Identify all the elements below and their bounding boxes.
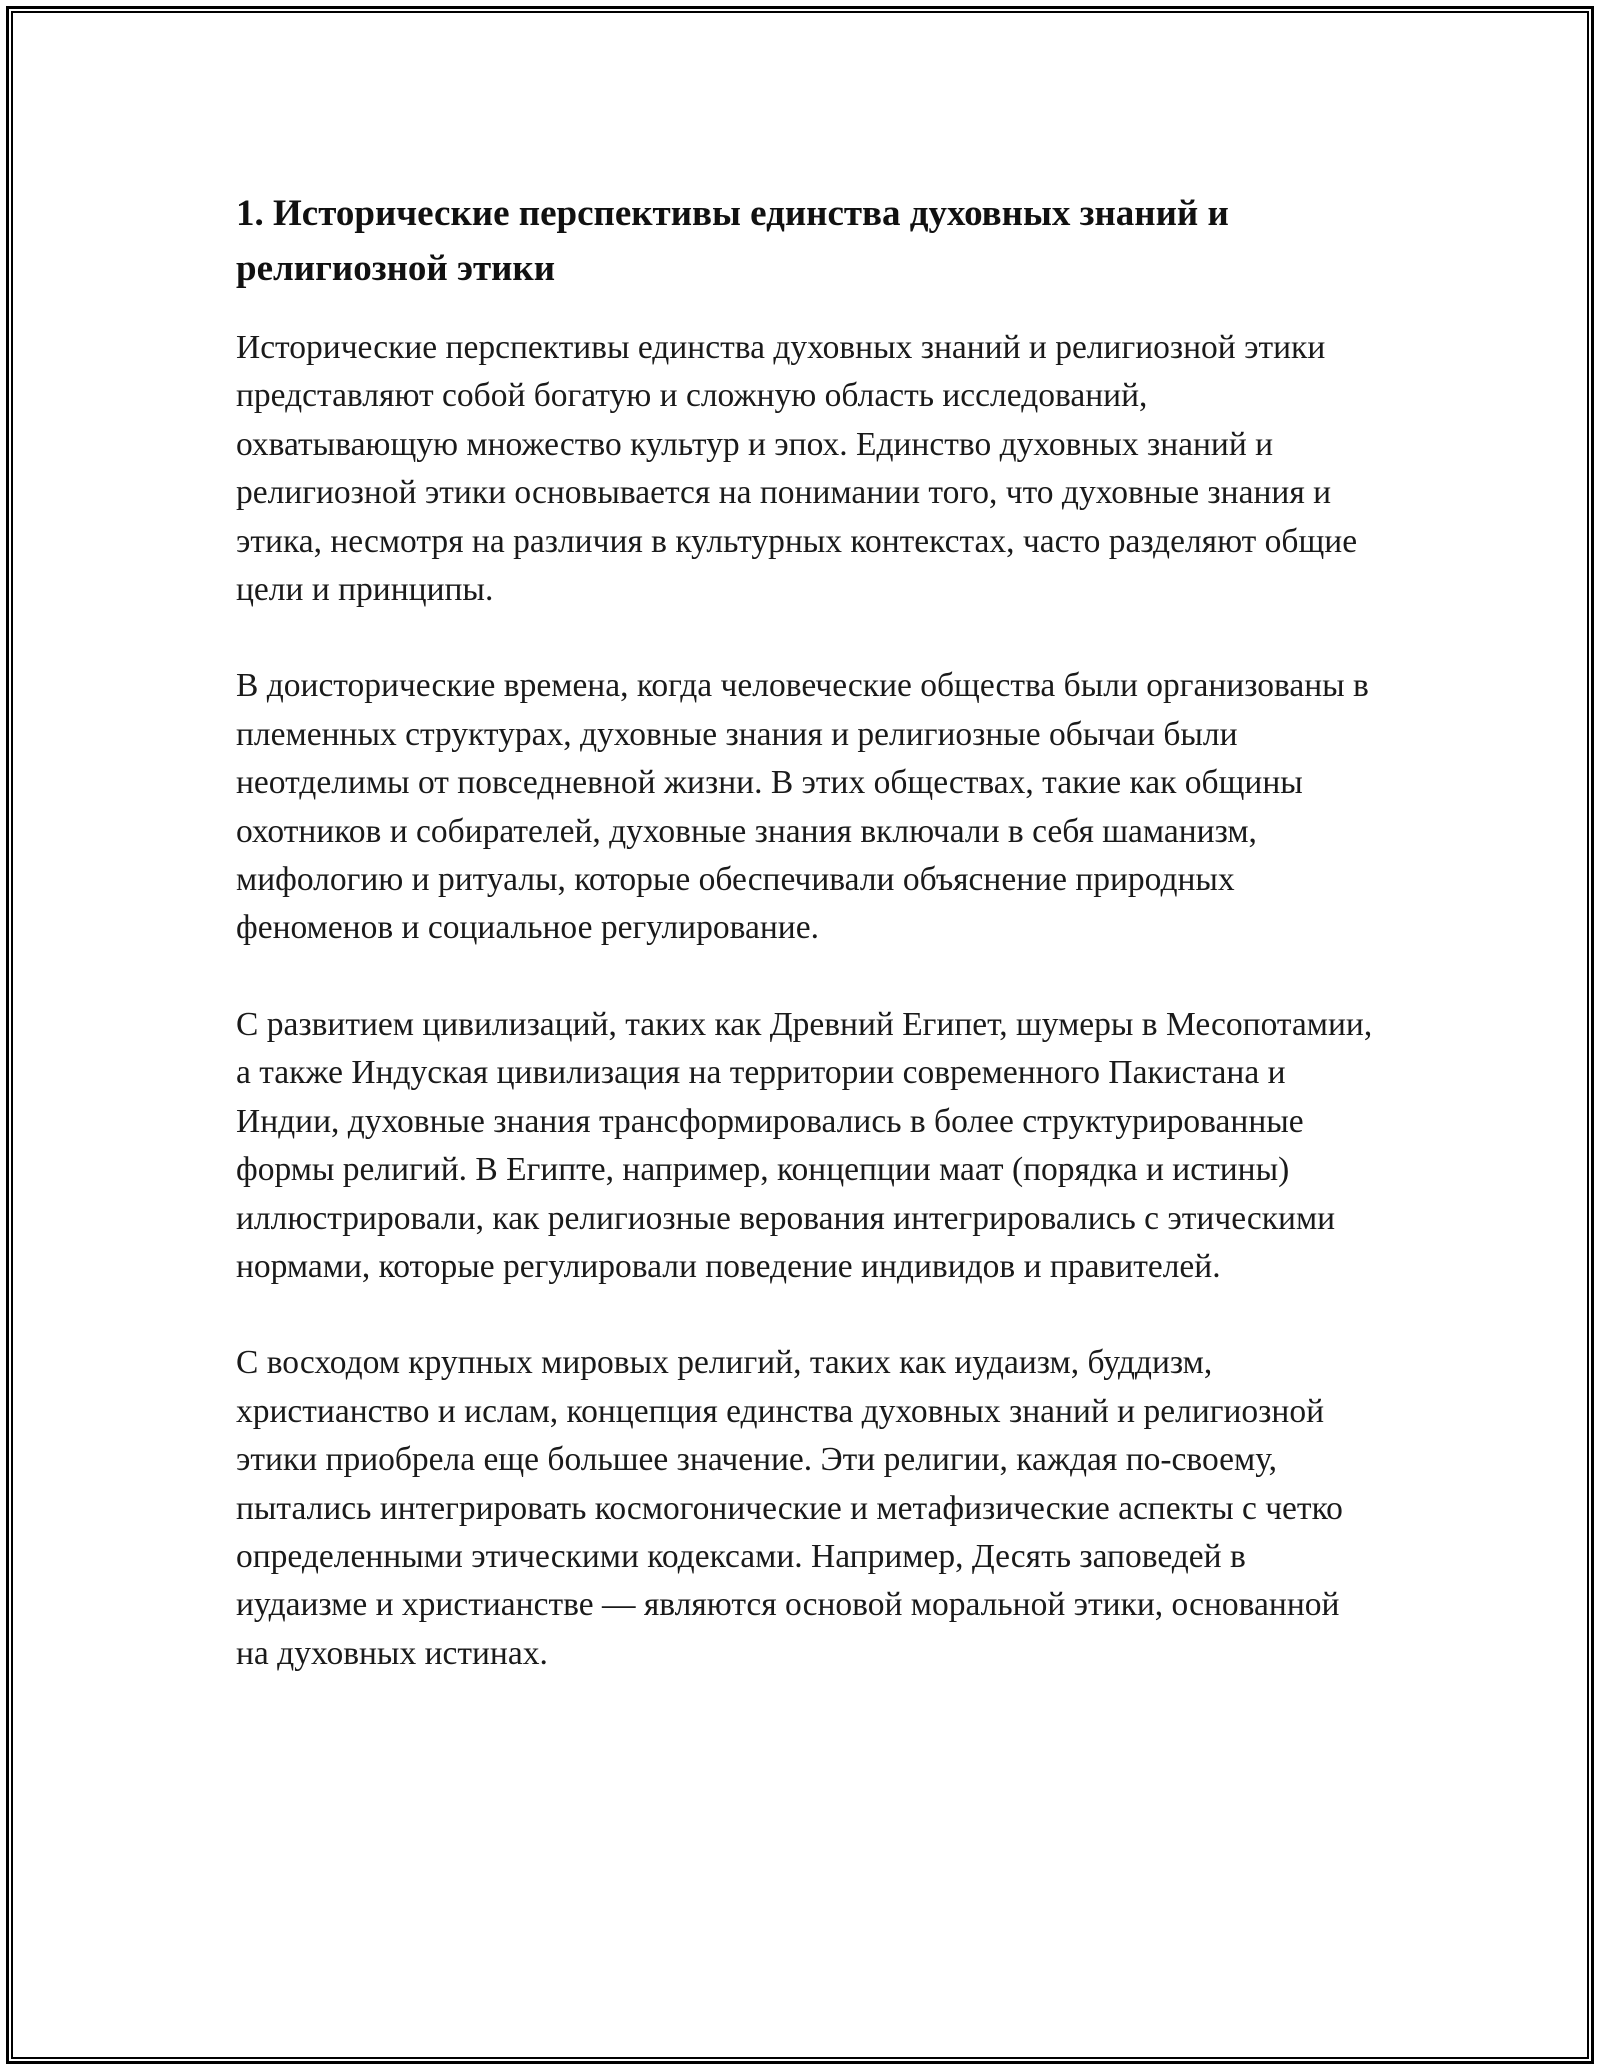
document-body	[236, 186, 1376, 1726]
paragraph-2: В доисторические времена, когда человеческие общества были организованы в племенных структурах, духовные знания и религиозные обычаи были неотделимы от повседневной жизни. В этих обществах, такие как общины охотников и собирателей, духовные знания включали в себя шаманизм, мифологию и ритуалы, которые обеспечивали объяснение природных феноменов и социальное регулирование.	[236, 667, 1369, 947]
paragraph-4: С восходом крупных мировых религий, таких как иудаизм, буддизм, христианство и ислам, концепция единства духовных знаний и религиозной этики приобрела еще большее значение. Эти религии, каждая по-своему, пытались интегрировать космогонические и метафизические аспекты с четко определенными этическими кодексами. Например, Десять заповедей в иудаизме и христианстве — являются основой моральной этики, основанной на духовных истинах.	[236, 1344, 1343, 1672]
paragraph-1: Исторические перспективы единства духовных знаний и религиозной этики представляют собой богатую и сложную область исследований, охватывающую множество культур и эпох. Единство духовных знаний и религиозной этики основывается на понимании того, что духовные знания и этика, несмотря на различия в культурных контекстах, часто разделяют общие цели и принципы.	[236, 329, 1358, 609]
paragraph-3: С развитием цивилизаций, таких как Древний Египет, шумеры в Месопотамии, а также Индуская цивилизация на территории современного Пакистана и Индии, духовные знания трансформировались в более структурированные формы религий. В Египте, например, концепции маат (порядка и истины) иллюстрировали, как религиозные верования интегрировались с этическими нормами, которые регулировали поведение индивидов и правителей.	[236, 1005, 1373, 1285]
section-heading: 1. Исторические перспективы единства духовных знаний и религиозной этики	[236, 193, 1229, 289]
